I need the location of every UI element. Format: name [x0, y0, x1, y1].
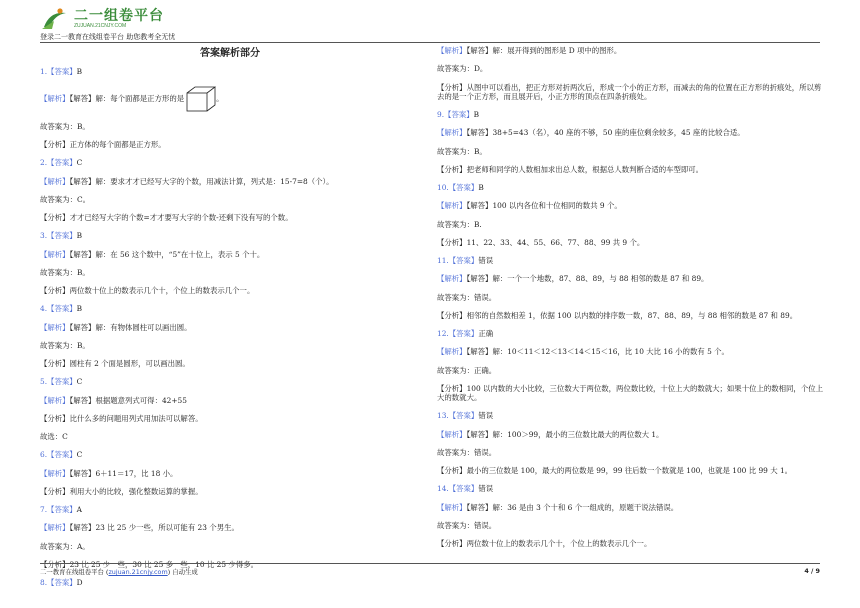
- answer-text: 【解答】解：在 56 这个数中，“5”在十位上，表示 5 个十。: [69, 249, 265, 259]
- answer-line: [437, 64, 825, 73]
- answer-text: B: [478, 183, 484, 192]
- line-spacer: [437, 119, 825, 128]
- line-spacer: [437, 375, 825, 384]
- answer-line: [437, 311, 825, 320]
- answer-tag: 【解析】: [40, 249, 70, 259]
- line-spacer: [437, 192, 825, 201]
- line-spacer: [437, 421, 825, 430]
- answer-tag: 4.【答案】: [40, 304, 77, 314]
- line-spacer: [40, 241, 420, 250]
- line-spacer: [40, 405, 420, 414]
- answer-line: [437, 430, 825, 439]
- answer-line: [40, 450, 420, 459]
- answer-text: 【分析】才才已经写大字的个数=才才要写大字的个数-还剩下没有写的个数。: [40, 213, 293, 222]
- answer-line: [40, 469, 420, 478]
- line-spacer: [40, 533, 420, 542]
- answer-line: [40, 414, 420, 423]
- line-spacer: [437, 512, 825, 521]
- answer-text: 【分析】相邻的自然数相差 1，依据 100 以内数的排序数一数，87、88、89，与 88 相邻的数是 87 和 89。: [437, 310, 798, 320]
- answer-line: [40, 231, 420, 240]
- line-spacer: [40, 277, 420, 286]
- line-spacer: [437, 439, 825, 448]
- line-spacer: [437, 402, 825, 411]
- answer-text: 故选：C: [40, 432, 68, 441]
- answer-text: 【分析】11、22、33、44、55、66、77、88、99 共 9 个。: [437, 237, 645, 247]
- header-subline: 登录二一教育在线组卷平台 助您教考全无忧: [40, 33, 176, 41]
- answer-text: 错误: [478, 256, 494, 265]
- answer-line: [40, 578, 420, 587]
- answer-tag: 【解析】: [40, 322, 70, 332]
- line-spacer: [437, 74, 825, 83]
- answer-text: 【解答】解：每个面都是正方形的是: [69, 93, 185, 103]
- page-title: 答案解析部分: [200, 48, 260, 59]
- answer-tag: 5.【答案】: [40, 377, 77, 387]
- answer-text: 故答案为：B.: [437, 219, 482, 229]
- answer-line: [437, 128, 825, 137]
- answer-tag: 2.【答案】: [40, 158, 77, 168]
- answer-line: [40, 323, 420, 332]
- line-spacer: [437, 101, 825, 110]
- answer-line: [40, 250, 420, 259]
- line-spacer: [437, 302, 825, 311]
- line-spacer: [437, 475, 825, 484]
- line-spacer: [40, 222, 420, 231]
- line-spacer: [437, 548, 825, 557]
- answer-line: [40, 359, 420, 368]
- answer-text: 故答案为：B。: [40, 340, 90, 350]
- answer-line: [437, 366, 825, 375]
- answer-tag: 【解析】: [437, 274, 467, 284]
- line-spacer: [40, 295, 420, 304]
- answer-tag: 14.【答案】: [437, 484, 479, 494]
- answer-text: 错误: [478, 484, 494, 494]
- answer-text: 【解答】解：展开得到的图形是 D 项中的图形。: [466, 46, 622, 55]
- answer-text: 【解答】解：一个一个地数，87、88、89，与 88 相邻的数是 87 和 89。: [466, 274, 709, 284]
- answer-text: B: [76, 231, 83, 241]
- answer-tag: 【解析】: [40, 523, 70, 533]
- answer-line: [40, 213, 420, 222]
- answer-text: 【分析】利用大小的比较，强化整数运算的掌握。: [40, 486, 203, 496]
- answer-tag: 3.【答案】: [40, 231, 77, 241]
- header-divider: [40, 42, 820, 43]
- answer-line: [437, 521, 825, 530]
- footer-prefix: 二一教育在线组卷平台 (: [40, 568, 109, 576]
- answer-text: 【分析】圆柱有 2 个面是圆形，可以画出圆。: [40, 359, 190, 368]
- line-spacer: [40, 460, 420, 469]
- answer-line: [437, 220, 825, 229]
- line-spacer: [40, 186, 420, 195]
- answer-line: [40, 505, 420, 514]
- answer-line: [40, 67, 420, 76]
- line-spacer: [437, 284, 825, 293]
- answer-line: [40, 304, 420, 313]
- answer-tag: 13.【答案】: [437, 411, 479, 421]
- line-spacer: [437, 174, 825, 183]
- cube-icon: [186, 86, 216, 112]
- line-spacer: [437, 229, 825, 238]
- answer-text: 【分析】两位数十位上的数表示几个十，个位上的数表示几个一。: [437, 539, 652, 548]
- answer-tag: 【解析】: [40, 468, 70, 478]
- answer-line: [40, 195, 420, 204]
- answer-line: [40, 158, 420, 167]
- answer-text: C: [76, 158, 83, 168]
- answer-line: [437, 165, 825, 174]
- answer-line: [40, 341, 420, 350]
- answer-text: 【分析】把老师和同学的人数相加求出总人数，根据总人数判断合适的车型即可。: [437, 164, 704, 174]
- answer-tag: 10.【答案】: [437, 183, 479, 192]
- line-spacer: [40, 204, 420, 213]
- answer-line: [437, 329, 825, 338]
- answer-text: 【解答】解：36 是由 3 个十和 6 个一组成的，原题干说法错误。: [466, 502, 679, 512]
- answer-text: 故答案为：B。: [40, 267, 90, 277]
- answer-text: 正确: [478, 329, 494, 338]
- left-answer-list: [40, 67, 420, 597]
- page-header: [0, 0, 860, 46]
- line-spacer: [40, 168, 420, 177]
- line-spacer: [40, 149, 420, 158]
- answer-text: 【分析】比什么多的问题用列式用加法可以解答。: [40, 413, 203, 423]
- line-spacer: [40, 76, 420, 85]
- answer-text: 【解答】根据题意列式可得：42+55: [69, 395, 187, 405]
- line-spacer: [40, 441, 420, 450]
- answer-text: C: [76, 377, 83, 387]
- line-spacer: [437, 457, 825, 466]
- answer-line: [40, 177, 420, 186]
- answer-text: 【解答】100 以内各位和十位相同的数共 9 个。: [466, 201, 622, 211]
- answer-line: [437, 238, 825, 247]
- answer-tag: 【解析】: [40, 176, 70, 186]
- line-spacer: [40, 587, 420, 596]
- line-spacer: [437, 138, 825, 147]
- line-spacer: [437, 55, 825, 64]
- answer-text: 错误: [478, 411, 494, 421]
- answer-line: [40, 432, 420, 441]
- answer-text: 【分析】最小的三位数是 100，最大的两位数是 99，99 往后数一个数就是 100，也就是 100 比 99 大 1。: [437, 466, 793, 475]
- answer-line: [437, 83, 825, 102]
- line-spacer: [437, 265, 825, 274]
- answer-tag: 【解析】: [437, 201, 467, 211]
- answer-line: [437, 539, 825, 548]
- footer-divider: [40, 563, 820, 564]
- answer-line: [40, 122, 420, 131]
- answer-text: 【解答】6＋11＝17，比 18 小。: [69, 468, 178, 478]
- answer-text: 【解答】解：100＞99，最小的三位数比最大的两位数大 1。: [466, 429, 664, 439]
- line-spacer: [437, 156, 825, 165]
- answer-line: [437, 347, 825, 356]
- answer-text: B: [76, 304, 83, 314]
- line-spacer: [40, 314, 420, 323]
- answer-tag: 1.【答案】: [40, 66, 77, 76]
- answer-tag: 【解析】: [437, 128, 467, 138]
- page-footer: [40, 563, 820, 576]
- line-spacer: [40, 496, 420, 505]
- answer-line: [40, 85, 420, 113]
- answer-line: [437, 256, 825, 265]
- answer-text: 【分析】从图中可以看出，把正方形对折两次后，形成一个小的正方形，而减去的角的位置在正方形的折痕处，所以剪去的是一个正方形，而且展开后，小正方形的顶点在四条折痕处。: [437, 82, 822, 101]
- line-spacer: [40, 131, 420, 140]
- line-spacer: [437, 338, 825, 347]
- logo-url: ZUJUAN.21CNJY.COM: [74, 23, 127, 29]
- answer-line: [437, 147, 825, 156]
- answer-text: 故答案为：A。: [40, 541, 90, 551]
- answer-line: [40, 523, 420, 532]
- answer-text: 故答案为：错误。: [437, 292, 497, 302]
- answer-text: 故答案为：错误。: [437, 520, 497, 530]
- answer-line: [437, 183, 825, 192]
- answer-line: [437, 201, 825, 210]
- answer-line: [437, 384, 825, 403]
- answer-tag: 【解析】: [40, 395, 70, 405]
- line-spacer: [40, 423, 420, 432]
- answer-line: [437, 503, 825, 512]
- answer-text: 故答案为：B。: [40, 121, 90, 131]
- answer-tag: 6.【答案】: [40, 450, 77, 460]
- left-column: [40, 46, 420, 596]
- answer-text: 【解答】解：10＜11＜12＜13＜14＜15＜16，比 10 大比 16 小的数有 5 个。: [466, 347, 729, 357]
- answer-line: [40, 487, 420, 496]
- answer-line: [40, 396, 420, 405]
- answer-text: 【分析】100 以内数的大小比较，三位数大于两位数，两位数比较，十位上大的数就大；如果十位上的数相同，个位上大的数就大。: [437, 383, 823, 402]
- line-spacer: [40, 551, 420, 560]
- line-spacer: [437, 247, 825, 256]
- answer-line: [40, 268, 420, 277]
- answer-tag: 7.【答案】: [40, 505, 77, 514]
- right-answer-list: [437, 46, 825, 557]
- answer-line: [40, 377, 420, 386]
- answer-text: 【分析】两位数十位上的数表示几个十，个位上的数表示几个一。: [40, 286, 255, 295]
- answer-line: [437, 448, 825, 457]
- line-spacer: [437, 530, 825, 539]
- line-spacer: [437, 494, 825, 503]
- answer-tag: 9.【答案】: [437, 110, 474, 119]
- answer-tag: 【解析】: [40, 93, 70, 103]
- answer-tag: 【解析】: [437, 429, 467, 439]
- answer-tag: 【解析】: [437, 502, 467, 512]
- line-spacer: [437, 320, 825, 329]
- answer-line: [437, 274, 825, 283]
- page-number: 4 / 9: [804, 567, 820, 575]
- answer-text-tail: 。: [216, 93, 224, 103]
- answer-text: 故答案为：错误。: [437, 447, 497, 457]
- answer-tag: 8.【答案】: [40, 578, 77, 587]
- runner-logo-icon: [40, 7, 70, 31]
- line-spacer: [40, 113, 420, 122]
- answer-line: [437, 411, 825, 420]
- line-spacer: [40, 514, 420, 523]
- answer-text: 故答案为：正确。: [437, 365, 497, 375]
- answer-tag: 【解析】: [437, 46, 467, 55]
- answer-text: 【解答】解：有物体圆柱可以画出圆。: [69, 322, 192, 332]
- footer-suffix: ) 自动生成: [167, 568, 198, 576]
- footer-link[interactable]: zujuan.21cnjy.com: [108, 568, 168, 576]
- answer-text: 【分析】23 比 25 少一些，30 比 25 多一些，10 比 25 少得多。: [40, 559, 258, 569]
- site-logo[interactable]: [40, 7, 164, 31]
- line-spacer: [40, 478, 420, 487]
- answer-text: 故答案为：C。: [40, 194, 90, 204]
- answer-text: C: [76, 450, 83, 460]
- answer-tag: 12.【答案】: [437, 329, 479, 338]
- line-spacer: [40, 350, 420, 359]
- answer-text: 【解答】23 比 25 少一些，所以可能有 23 个男生。: [69, 523, 239, 533]
- logo-title: 二一组卷平台: [74, 8, 164, 24]
- answer-line: [40, 542, 420, 551]
- right-column: [437, 46, 825, 557]
- answer-text: 【解答】38+5=43（名），40 座的不够，50 座的座位剩余较多，45 座的比较合适。: [466, 128, 745, 138]
- answer-text: 故答案为：B。: [437, 146, 487, 156]
- answer-text: B: [473, 110, 480, 119]
- line-spacer: [40, 368, 420, 377]
- answer-line: [437, 293, 825, 302]
- line-spacer: [437, 211, 825, 220]
- answer-text: 故答案为：D。: [437, 64, 488, 74]
- answer-line: [437, 110, 825, 119]
- line-spacer: [40, 332, 420, 341]
- answer-tag: 【解析】: [437, 347, 467, 357]
- line-spacer: [40, 259, 420, 268]
- answer-line: [437, 46, 825, 55]
- answer-tag: 11.【答案】: [437, 256, 479, 265]
- answer-line: [437, 466, 825, 475]
- answer-text: B: [76, 66, 83, 76]
- answer-text: 【分析】正方体的每个面都是正方形。: [40, 140, 166, 149]
- answer-text: D: [76, 578, 83, 587]
- answer-text: A: [76, 505, 82, 514]
- answer-text: 【解答】解：要求才才已经写大字的个数，用减法计算，列式是：15-7=8（个）。: [69, 176, 334, 186]
- line-spacer: [437, 357, 825, 366]
- answer-line: [40, 140, 420, 149]
- line-spacer: [40, 387, 420, 396]
- answer-line: [437, 484, 825, 493]
- answer-line: [40, 286, 420, 295]
